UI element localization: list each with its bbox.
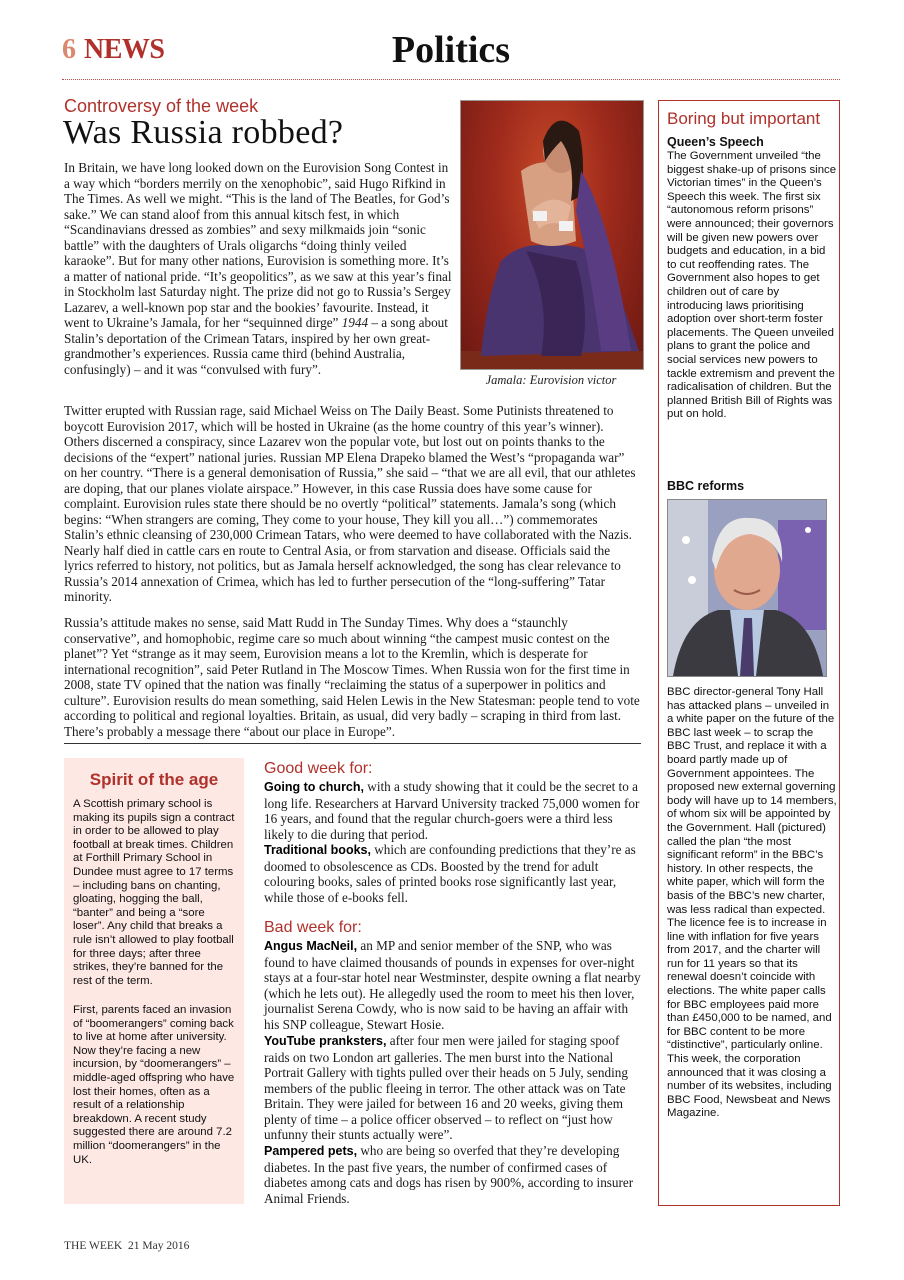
section-name: NEWS [84,34,165,65]
sidebar-text-bbc-reforms: BBC director-general Tony Hall has attacked plans – unveiled in a white paper on the future of the BBC last week – to scrap the BBC Trust, and replace it with a board partly made up of Government appointees. The proposed new external governing body will have up to 14 members, of whom six will be appointed by the Government. Hall (pictured) called the plan “the most significant reform” in the BBC’s history. In other respects, the white paper, which will form the basis of the BBC’s new charter, was less radical than expected. The licence fee is to increase in line with inflation for five years from 2017, and the charter will run for 11 years so that its renewal doesn’t coincide with elections. The white paper calls for BBC employees paid more than £450,000 to be named, and for BBC content to be more “distinctive”, particularly online. This week, the corporation announced that it was closing a number of its websites, including BBC Food, Newsbeat and News Magazine. [667,686,837,1120]
item-text: an MP and senior member of the SNP, who was found to have claimed thousands of pounds in expenses for over-night stays at a four-star hotel near Westminster, despite owning a flat nearby (which he lets out). He allegedly used the room to meet his then lover, journalist Serena Cowdy, who is now said to be having an affair with his SNP colleague, Stewart Hosie. [264,938,641,1032]
good-week-item [264,842,644,905]
article-paragraph: Russia’s attitude makes no sense, said Matt Rudd in The Sunday Times. Why does a “staunchly conservative”, and homophobic, regime care so much about winning “the campest music contest on the planet”? Yet “strange as it may seem, Eurovision means a lot to the Kremlin, which is desperate for international recognition”, said Peter Rutland in The Moscow Times. When Russia won for the first time in 2008, state TV opined that the nation was finally “reclaiming the status of a superpower in politics and culture”. Eurovision results do mean something, said Helen Lewis in the New Statesman: people tend to vote according to political and regional loyalties. Britain, as usual, did very badly – scraping in third from last. There’s probably a message there “about our place in Europe”. [64,615,640,739]
sidebar-heading-queens-speech: Queen’s Speech [667,135,764,149]
item-lead: Traditional books, [264,843,371,857]
page-footer [64,1240,189,1252]
good-week-item [264,779,644,842]
spirit-paragraph: A Scottish primary school is making its pupils sign a contract in order to be allowed to play football at break times. Children at Forthill Primary School in Dundee must agree to 17 terms – including bans on chanting, gloating, hogging the ball, “banter” and being a “sore loser”. Any child that breaks a rule isn’t allowed to play football for three days; after three strikes, they’re banned for the rest of the term. [73,798,235,987]
good-week-title: Good week for: [264,760,373,777]
article-kicker: Controversy of the week [64,96,259,116]
issue-date: 21 May 2016 [127,1240,190,1252]
item-lead: YouTube pranksters, [264,1034,387,1048]
item-text: which are confounding predictions that they’re as doomed to obsolescence as CDs. Boosted by the trend for adult colouring books, sales of printed books rose significantly last year, while those of e-books fell. [264,842,636,905]
article-intro [64,160,456,377]
song-title: 1944 [341,315,369,330]
tony-hall-photo [667,499,827,677]
item-text: after four men were jailed for staging spoof raids on two London art galleries. The men burst into the National Portrait Gallery with tights pulled over their heads on 5 July, sending members of the public fleeing in terror. The other attack was on Tate Britain. They were jailed for between 16 and 20 weeks, giving them plenty of time – a police officer observed – to reflect on “just how unfunny their stunts actually were”. [264,1033,628,1142]
item-text: who are being so overfed that they’re developing diabetes. In the past five years, the number of confirmed cases of diabetes among cats and dogs has risen by 900%, according to insurer Animal Friends. [264,1143,634,1206]
sidebar-heading-bbc-reforms: BBC reforms [667,479,745,493]
page-title: Politics [391,29,511,71]
item-lead: Angus MacNeil, [264,939,358,953]
item-text: with a study showing that it could be the secret to a long life. Researchers at Harvard University tracked 75,000 women for 16 years, and found that the regular church-goers were a third less likely to die during that period. [264,779,640,842]
item-lead: Going to church, [264,780,364,794]
article-headline: Was Russia robbed? [63,114,344,151]
singer-image-icon [461,101,643,369]
sidebar-title: Boring but important [667,109,821,128]
sidebar-text-queens-speech: The Government unveiled “the biggest shake-up of prisons since Victorian times” in the Queen’s Speech this week. The first six “autonomous reform prisons” were announced; their governors will be given new powers over budgets and education, in a bid to cut reoffending rates. The Government also hopes to get children out of care by introducing laws prioritising adoption over short-term foster placements. The Queen unveiled plans to grant the police and social services new powers to tackle extremism and prevent the radicalisation of children. But the planned British Bill of Rights was put on hold. [667,150,837,421]
page-number: 6 [62,34,76,65]
header-divider [62,79,840,80]
item-lead: Pampered pets, [264,1144,358,1158]
article-divider [64,743,641,744]
intro-text-1: In Britain, we have long looked down on the Eurovision Song Contest in a way which “borders merrily on the xenophobic”, said Hugo Rifkind in The Times. As well we might. “This is the land of The Beatles, for God’s sake.” We can stand aloof from this annual kitsch fest, in which “Scandinavians dressed as zombies” and sexy milkmaids join “sonic battle” with the daughters of Urals oligarchs “doing thinly veiled karaoke”. But for many other nations, Eurovision is something more. It’s a matter of national pride. “It’s geopolitics”, as we saw at this year’s final in Stockholm last Saturday night. The prize did not go to Russia’s Sergey Lazarev, a well-known pop star and the bookies’ favourite. Instead, it went to Ukraine’s Jamala, for her “sequinned dirge” [64,160,452,330]
jamala-photo [460,100,644,370]
photo-caption: Jamala: Eurovision victor [485,373,617,387]
article-paragraph: Twitter erupted with Russian rage, said Michael Weiss on The Daily Beast. Some Putinists threatened to boycott Eurovision 2017, which will be hosted in Ukraine (as the home country of this year’s winner). Others discerned a conspiracy, since Lazarev won the popular vote, but lost out on points thanks to the decisions of the “expert” national juries. Russian MP Elena Drapeko blamed the West’s “propaganda war” on her country. “There is a general demonisation of Russia,” she said – “that we are all evil, that our athletes are doping, that our planes violate airspace.” However, in this case Russia does have some cause for complaint. Eurovision rules state there should be no overtly “political” statements. Jamala’s song (which begins: “When strangers are coming, They come to your house, They kill you all…”) commemorates Stalin’s ethnic cleansing of 230,000 Crimean Tatars, who were deemed to have collaborated with the Nazis. Nearly half died in cattle cars en route to Central Asia, or from starvation and disease. Officials said the lyrics referred to history, not politics, but as Jamala herself acknowledged, the song has clear relevance to Russia’s 2014 annexation of Crimea, which has led to further persecution of the “long-suffering” Tatar minority. [64,403,636,604]
spirit-title: Spirit of the age [89,770,219,789]
bad-week-item [264,938,644,1032]
spirit-paragraph: First, parents faced an invasion of “boomerangers” coming back to live at home after university. Now they’re facing a new incursion, by “doomerangers” – middle-aged offspring who have lost their homes, often as a result of a relationship breakdown. A recent study suggested there are around 7.2 million “doomerangers” in the UK. [73,1004,235,1166]
publication-name: THE WEEK [64,1240,123,1252]
portrait-image-icon [668,500,826,676]
bad-week-title: Bad week for: [264,919,362,936]
page-header [62,28,840,76]
bad-week-item [264,1033,644,1143]
boring-but-important-box [658,100,840,1206]
intro-text-2: – a song about Stalin’s deportation of the Crimean Tatars, inspired by her own great-grandmother’s experiences. Russia came third (behind Australia, confusingly) – and it was “convulsed with fury”. [64,315,448,377]
bad-week-item [264,1143,644,1206]
spirit-of-the-age-box [64,758,244,1204]
